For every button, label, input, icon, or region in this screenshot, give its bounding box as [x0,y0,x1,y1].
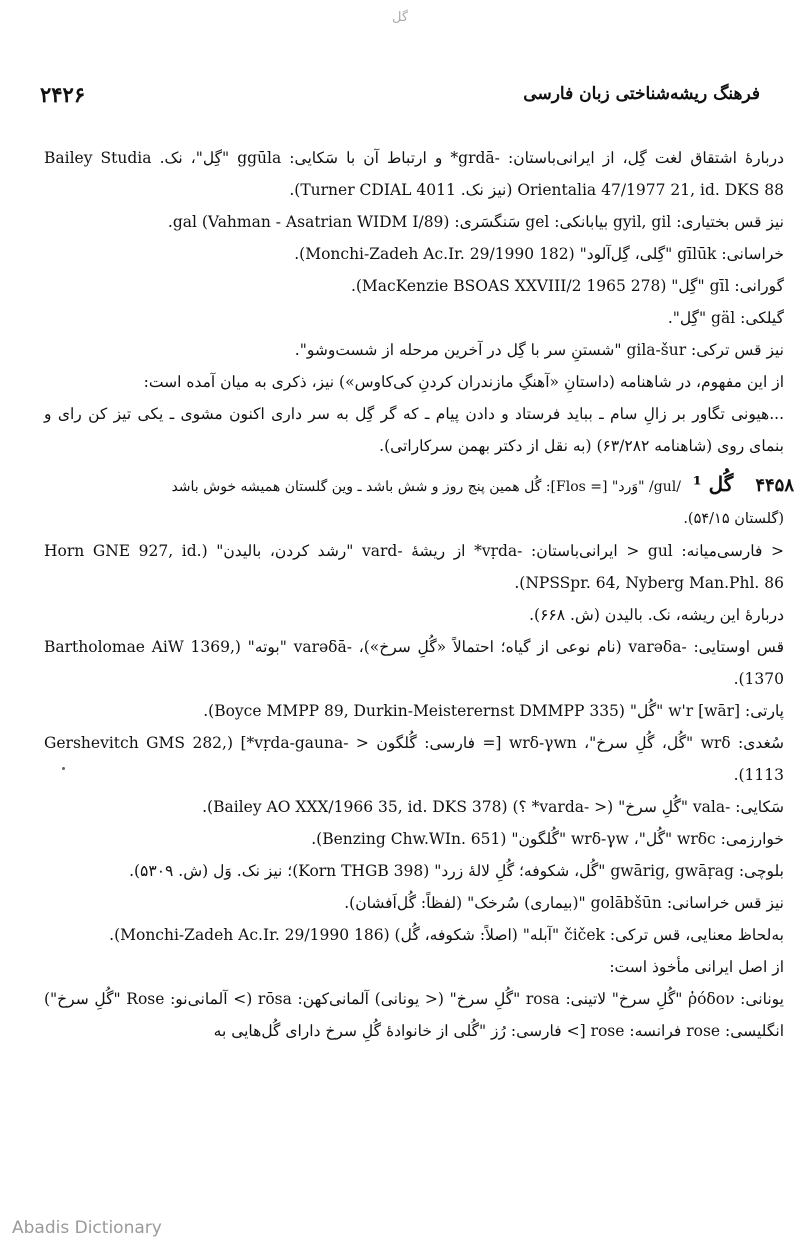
cognates-line: به‌لحاظ معنایی، قس ترکی: čiček "آبله" (اصلاً: شکوفه، گُل) (Monchi-Zadeh Ac.Ir. 29/1990 186). [109,926,784,944]
abadis-watermark: Abadis Dictionary [12,1218,162,1238]
cognates-line: نیز قس بختیاری: gyil, gil بیابانکی: gel سَنگسَری: gal (Vahman - Asatrian WIDM I/89). [167,213,784,231]
stray-dot [62,767,65,770]
etymology-paragraph: < فارسی‌میانه: gul < ایرانی‌باستان: -vṛda* از ریشهٔ -vard "رشد کردن، بالیدن" (Horn GNE 927, id. NPSSpr. 64, Nyberg Man.Phl. 86). [44,542,784,592]
cognates-line: خراسانی: gīlūk "گِلی، گِل‌آلود" (Monchi-Zadeh Ac.Ir. 29/1990 182). [294,245,784,263]
entry-headword: گُل ¹ [692,472,734,496]
entry-number: ۴۴۵۸ [755,475,794,496]
loanword-intro: از اصل ایرانی مأخوذ است: [609,958,784,976]
entry-definition: /gul/ "وَرد" [= Flos]: گُل همین پنج روز و شش باشد ـ وین گلستان همیشه خوش باشد [171,479,681,495]
cognates-line: خوارزمی: wrδc "گُل"، wrδ-γw "گُلگون" (Benzing Chw.WIn. 651). [311,830,784,848]
cognates-line: قس اوستایی: -varəδa (نام نوعی از گیاه؛ احتمالاً «گُلِ سرخ»)، -varəδā "بوته" (Bartholomae AiW 1369, 1370). [44,638,784,688]
cognates-line: سُغدی: wrδ "گُل، گُلِ سرخ"، wrδ-γwn [= فارسی: گُلگون < -vṛda-gauna*] (Gershevitch GMS 282, 1113). [44,734,784,784]
cognates-line: گورانی: gīl "گِل" (MacKenzie BSOAS XXVIII/2 1965 278). [350,277,784,295]
loanword-paragraph: یونانی: ῥόδον "گُلِ سرخ" لاتینی: rosa "گُلِ سرخ" (< یونانی) آلمانی‌کهن: rōsa (> آلمانی‌نو: Rose "گُلِ سرخ") انگلیسی: rose فرانسه: rose [> فارسی: رُز "گُلی از خانوادهٔ گُلِ سرخ دارای گُل‌هایی به [44,990,784,1040]
page-number: ۲۴۲۶ [40,82,86,107]
dictionary-entry-heading [44,468,794,503]
page-header [40,82,760,112]
top-watermark: گل [391,10,409,25]
cognates-line: سَکایی: -vala "گُلِ سرخ" (< -varda* ؟) (Bailey AO XXX/1966 35, id. DKS 378). [202,798,784,816]
cognates-line: بلوچی: gwārig, gwāṛag "گُل، شکوفه؛ گُلِ لالهٔ زرد" (Korn THGB 398)؛ نیز نک. وَل (ش. ۵۳۰۹). [129,862,784,880]
cognates-line: نیز قس ترکی: gila-šur "شستنِ سر با گِل در آخرین مرحله از شست‌وشو". [294,341,784,359]
entry-source-reference: (گلستان ۵۴/۱۵). [683,511,784,527]
cognates-line: گیلکی: gäl "گِل". [667,309,784,327]
cross-reference-line: دربارهٔ این ریشه، نک. بالیدن (ش. ۶۶۸). [529,606,784,624]
etymology-paragraph: دربارهٔ اشتقاق لغت گِل، از ایرانی‌باستان: -grdā* و ارتباط آن با سَکایی: ggūla "گِل"، نک. Bailey Studia Orientalia 47/1977 21, id. DKS 88 (نیز نک. Turner CDIAL 4011). [44,149,784,199]
cognates-line: پارتی: w'r [wār] "گُل" (Boyce MMPP 89, Durkin-Meisterernst DMMPP 335). [203,702,784,720]
running-title: فرهنگ ریشه‌شناختی زبان فارسی [523,84,760,104]
page-content [44,142,794,1217]
cognates-line: نیز قس خراسانی: golābšūn "(بیماری) سُرخک" (لفظاً: گُل‌اَفشان). [344,894,784,912]
quote-intro: از این مفهوم، در شاهنامه (داستانِ «آهنگِ مازندران کردنِ کی‌کاوس») نیز، ذکری به میان آمده است: [143,373,784,391]
shahnameh-quote: ...هیونی تگاور بر زالِ سام ـ بباید فرستاد و دادن پیام ـ که گر گِل به سر داری اکنون مشوی ـ یکی تیز کن رای و بنمای روی (شاهنامه ۶۳/۲۸۲) (به نقل از دکتر بهمن سرکاراتی). [44,405,784,455]
